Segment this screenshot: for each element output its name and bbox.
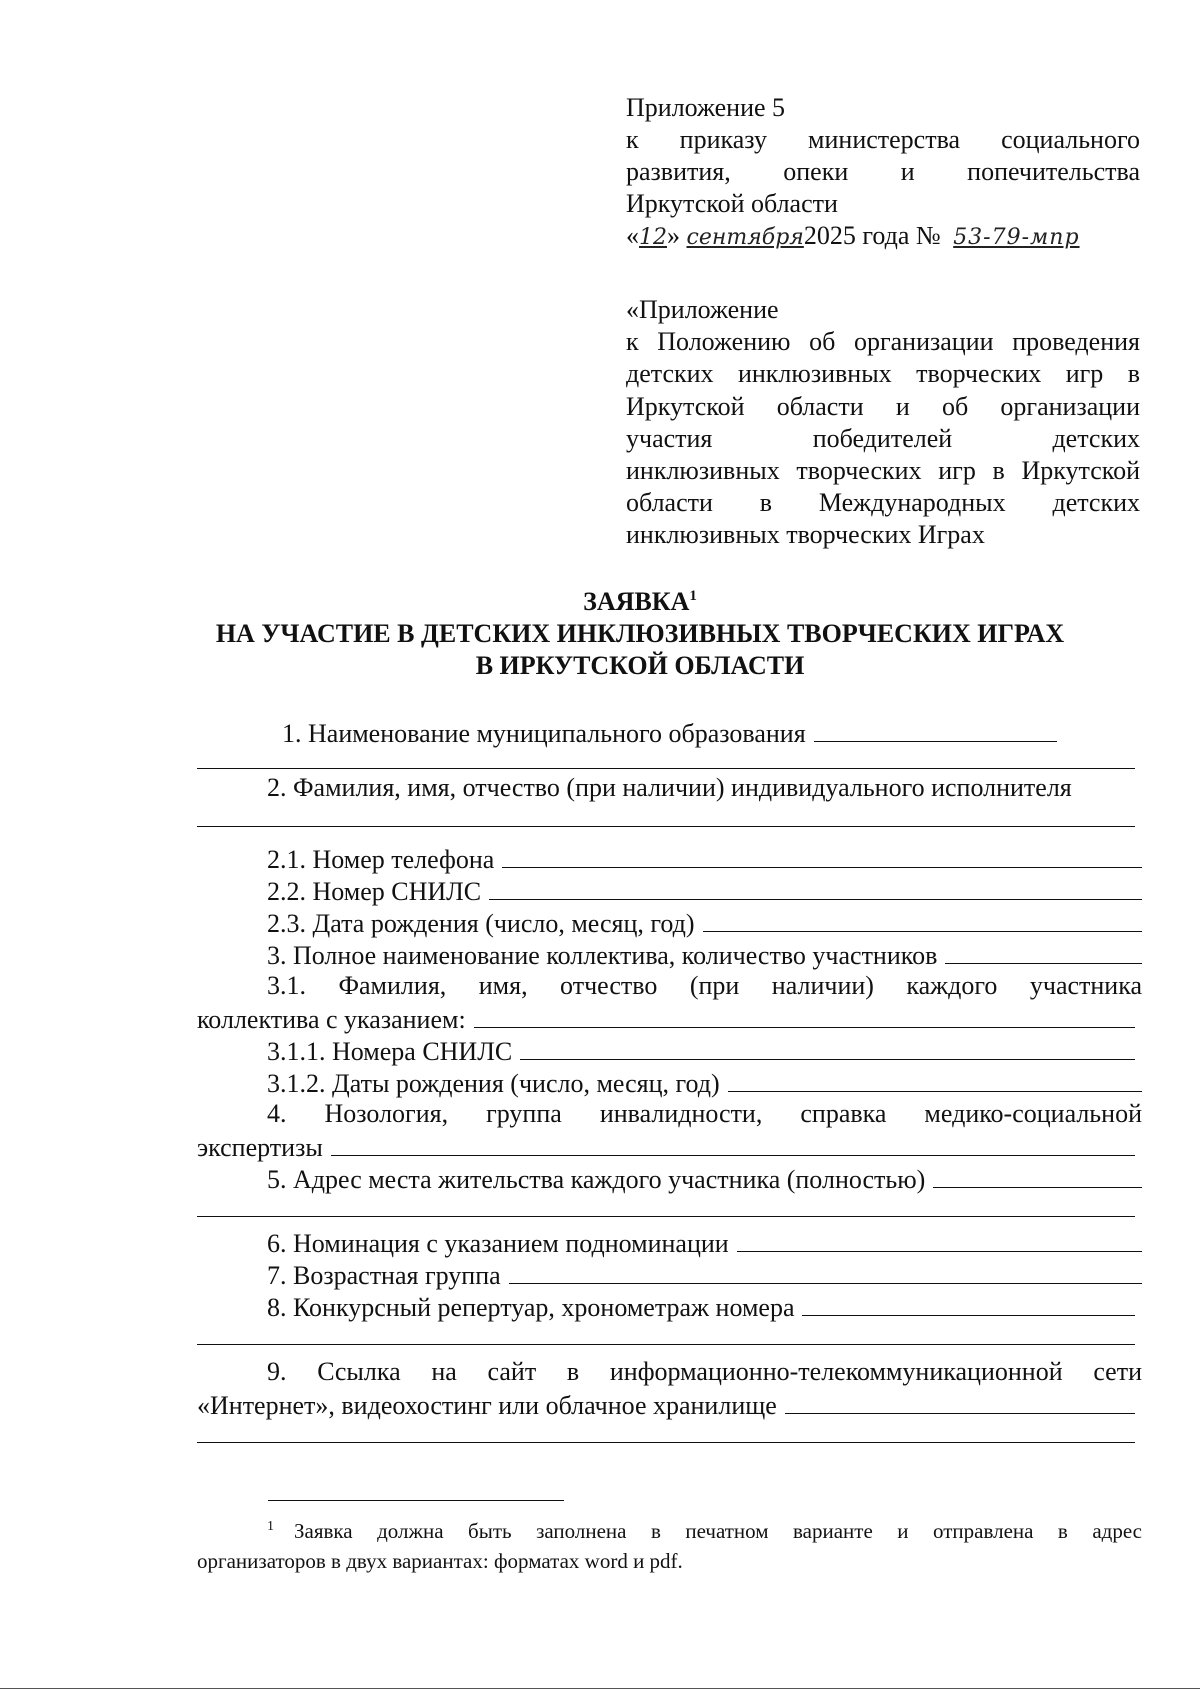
- field-label: 6. Номинация с указанием подноминации: [267, 1229, 729, 1258]
- order-date-line: [626, 220, 1140, 254]
- fill-line[interactable]: [933, 1163, 1142, 1188]
- field-label: 2.2. Номер СНИЛС: [267, 877, 482, 906]
- field-age-group: [267, 1259, 1142, 1291]
- field-label: 1. Наименование муниципального образования: [282, 719, 806, 748]
- field-label: 9. Ссылка на сайт в информационно-телекоммуникационной сети: [267, 1357, 1142, 1386]
- fill-line[interactable]: [502, 843, 1142, 868]
- field-address: [267, 1163, 1142, 1195]
- field-label: 4. Нозология, группа инвалидности, справка медико-социальной: [267, 1099, 1142, 1128]
- scan-edge-line: [0, 1688, 1200, 1689]
- appendix-line: к Положению об организации проведения: [626, 327, 1140, 357]
- fill-line[interactable]: [197, 767, 1135, 769]
- field-members-line1: [267, 971, 1142, 1003]
- footnote-mark: 1: [267, 1519, 274, 1534]
- handwritten-day: 12: [639, 225, 667, 250]
- fill-line[interactable]: [197, 1343, 1135, 1345]
- fill-line[interactable]: [509, 1259, 1142, 1284]
- appendix-line: участия победителей детских: [626, 423, 1140, 453]
- title-line: НА УЧАСТИЕ В ДЕТСКИХ ИНКЛЮЗИВНЫХ ТВОРЧЕСКИХ ИГРАХ: [215, 619, 1065, 648]
- approval-line: развития, опеки и попечительства: [626, 157, 1140, 186]
- fill-line[interactable]: [785, 1389, 1135, 1414]
- appendix-line: инклюзивных творческих Играх: [626, 520, 985, 550]
- field-label: 2.3. Дата рождения (число, месяц, год): [267, 909, 695, 938]
- fill-line[interactable]: [474, 1003, 1135, 1028]
- fill-line[interactable]: [802, 1291, 1135, 1316]
- field-snils: [267, 875, 1142, 907]
- field-label: 3.1. Фамилия, имя, отчество (при наличии) каждого участника: [267, 971, 1142, 1000]
- fill-line[interactable]: [814, 717, 1057, 742]
- fill-line[interactable]: [520, 1035, 1135, 1060]
- approval-block: [626, 92, 1140, 254]
- quote-open: «: [626, 221, 639, 250]
- handwritten-order-number: 53-79-мпр: [953, 225, 1080, 250]
- appendix-line: «Приложение: [626, 295, 779, 324]
- field-nosology-line2: [197, 1131, 1135, 1163]
- field-phone: [267, 843, 1142, 875]
- field-label: 2. Фамилия, имя, отчество (при наличии) индивидуального исполнителя: [267, 773, 1072, 802]
- footnote-text: Заявка должна быть заполнена в печатном варианте и отправлена в адрес: [294, 1519, 1142, 1543]
- field-label: 3. Полное наименование коллектива, количество участников: [267, 941, 938, 970]
- field-nomination: [267, 1227, 1142, 1259]
- footnote: [197, 1512, 1142, 1576]
- fill-line[interactable]: [331, 1131, 1135, 1156]
- field-label: 3.1.2. Даты рождения (число, месяц, год): [267, 1069, 720, 1098]
- document-title: [150, 580, 1130, 682]
- field-repertoire: [267, 1291, 1135, 1323]
- fill-line[interactable]: [489, 875, 1142, 900]
- fill-line[interactable]: [737, 1227, 1142, 1252]
- approval-line: Иркутской области: [626, 189, 838, 218]
- field-label: 3.1.1. Номера СНИЛС: [267, 1037, 513, 1066]
- approval-line: к приказу министерства социального: [626, 125, 1140, 154]
- field-members-birthdates: [267, 1067, 1142, 1099]
- footnote-line: организаторов в двух вариантах: форматах word и pdf.: [197, 1549, 683, 1573]
- quote-close: »: [667, 221, 680, 250]
- title-line: В ИРКУТСКОЙ ОБЛАСТИ: [475, 651, 805, 680]
- appendix-line: инклюзивных творческих игр в Иркутской: [626, 456, 1140, 486]
- fill-line[interactable]: [728, 1067, 1142, 1092]
- field-link-line1: [267, 1357, 1142, 1389]
- field-individual-name: [267, 773, 1142, 805]
- footnote-line: [197, 1512, 1142, 1546]
- fill-line[interactable]: [197, 1441, 1135, 1443]
- field-collective: [267, 939, 1142, 971]
- approval-line: Приложение 5: [626, 93, 786, 122]
- handwritten-month: сентября: [686, 225, 804, 250]
- field-label: коллектива с указанием:: [197, 1005, 466, 1034]
- field-nosology-line1: [267, 1099, 1142, 1131]
- field-label: экспертизы: [197, 1133, 323, 1162]
- field-label: «Интернет», видеохостинг или облачное хранилище: [197, 1391, 777, 1420]
- field-label: 2.1. Номер телефона: [267, 845, 495, 874]
- fill-line[interactable]: [945, 939, 1142, 964]
- title-footnote-mark: 1: [689, 588, 697, 604]
- fill-line[interactable]: [703, 907, 1142, 932]
- field-label: 5. Адрес места жительства каждого участника (полностью): [267, 1165, 926, 1194]
- appendix-line: области в Международных детских: [626, 488, 1140, 518]
- field-label: 7. Возрастная группа: [267, 1261, 501, 1290]
- appendix-block: [626, 294, 1140, 552]
- field-label: 8. Конкурсный репертуар, хронометраж номера: [267, 1293, 795, 1322]
- field-birthdate: [267, 907, 1142, 939]
- fill-line[interactable]: [197, 1215, 1135, 1217]
- field-members-snils: [267, 1035, 1135, 1067]
- title-main: ЗАЯВКА: [583, 587, 690, 616]
- field-municipality: [282, 717, 1057, 749]
- order-year-label: 2025 года №: [803, 221, 941, 250]
- appendix-line: Иркутской области и об организации: [626, 391, 1140, 421]
- field-members-line2: [197, 1003, 1135, 1035]
- footnote-separator: [268, 1500, 564, 1501]
- appendix-line: детских инклюзивных творческих игр в: [626, 359, 1140, 389]
- field-link-line2: [197, 1389, 1135, 1421]
- fill-line[interactable]: [197, 825, 1135, 827]
